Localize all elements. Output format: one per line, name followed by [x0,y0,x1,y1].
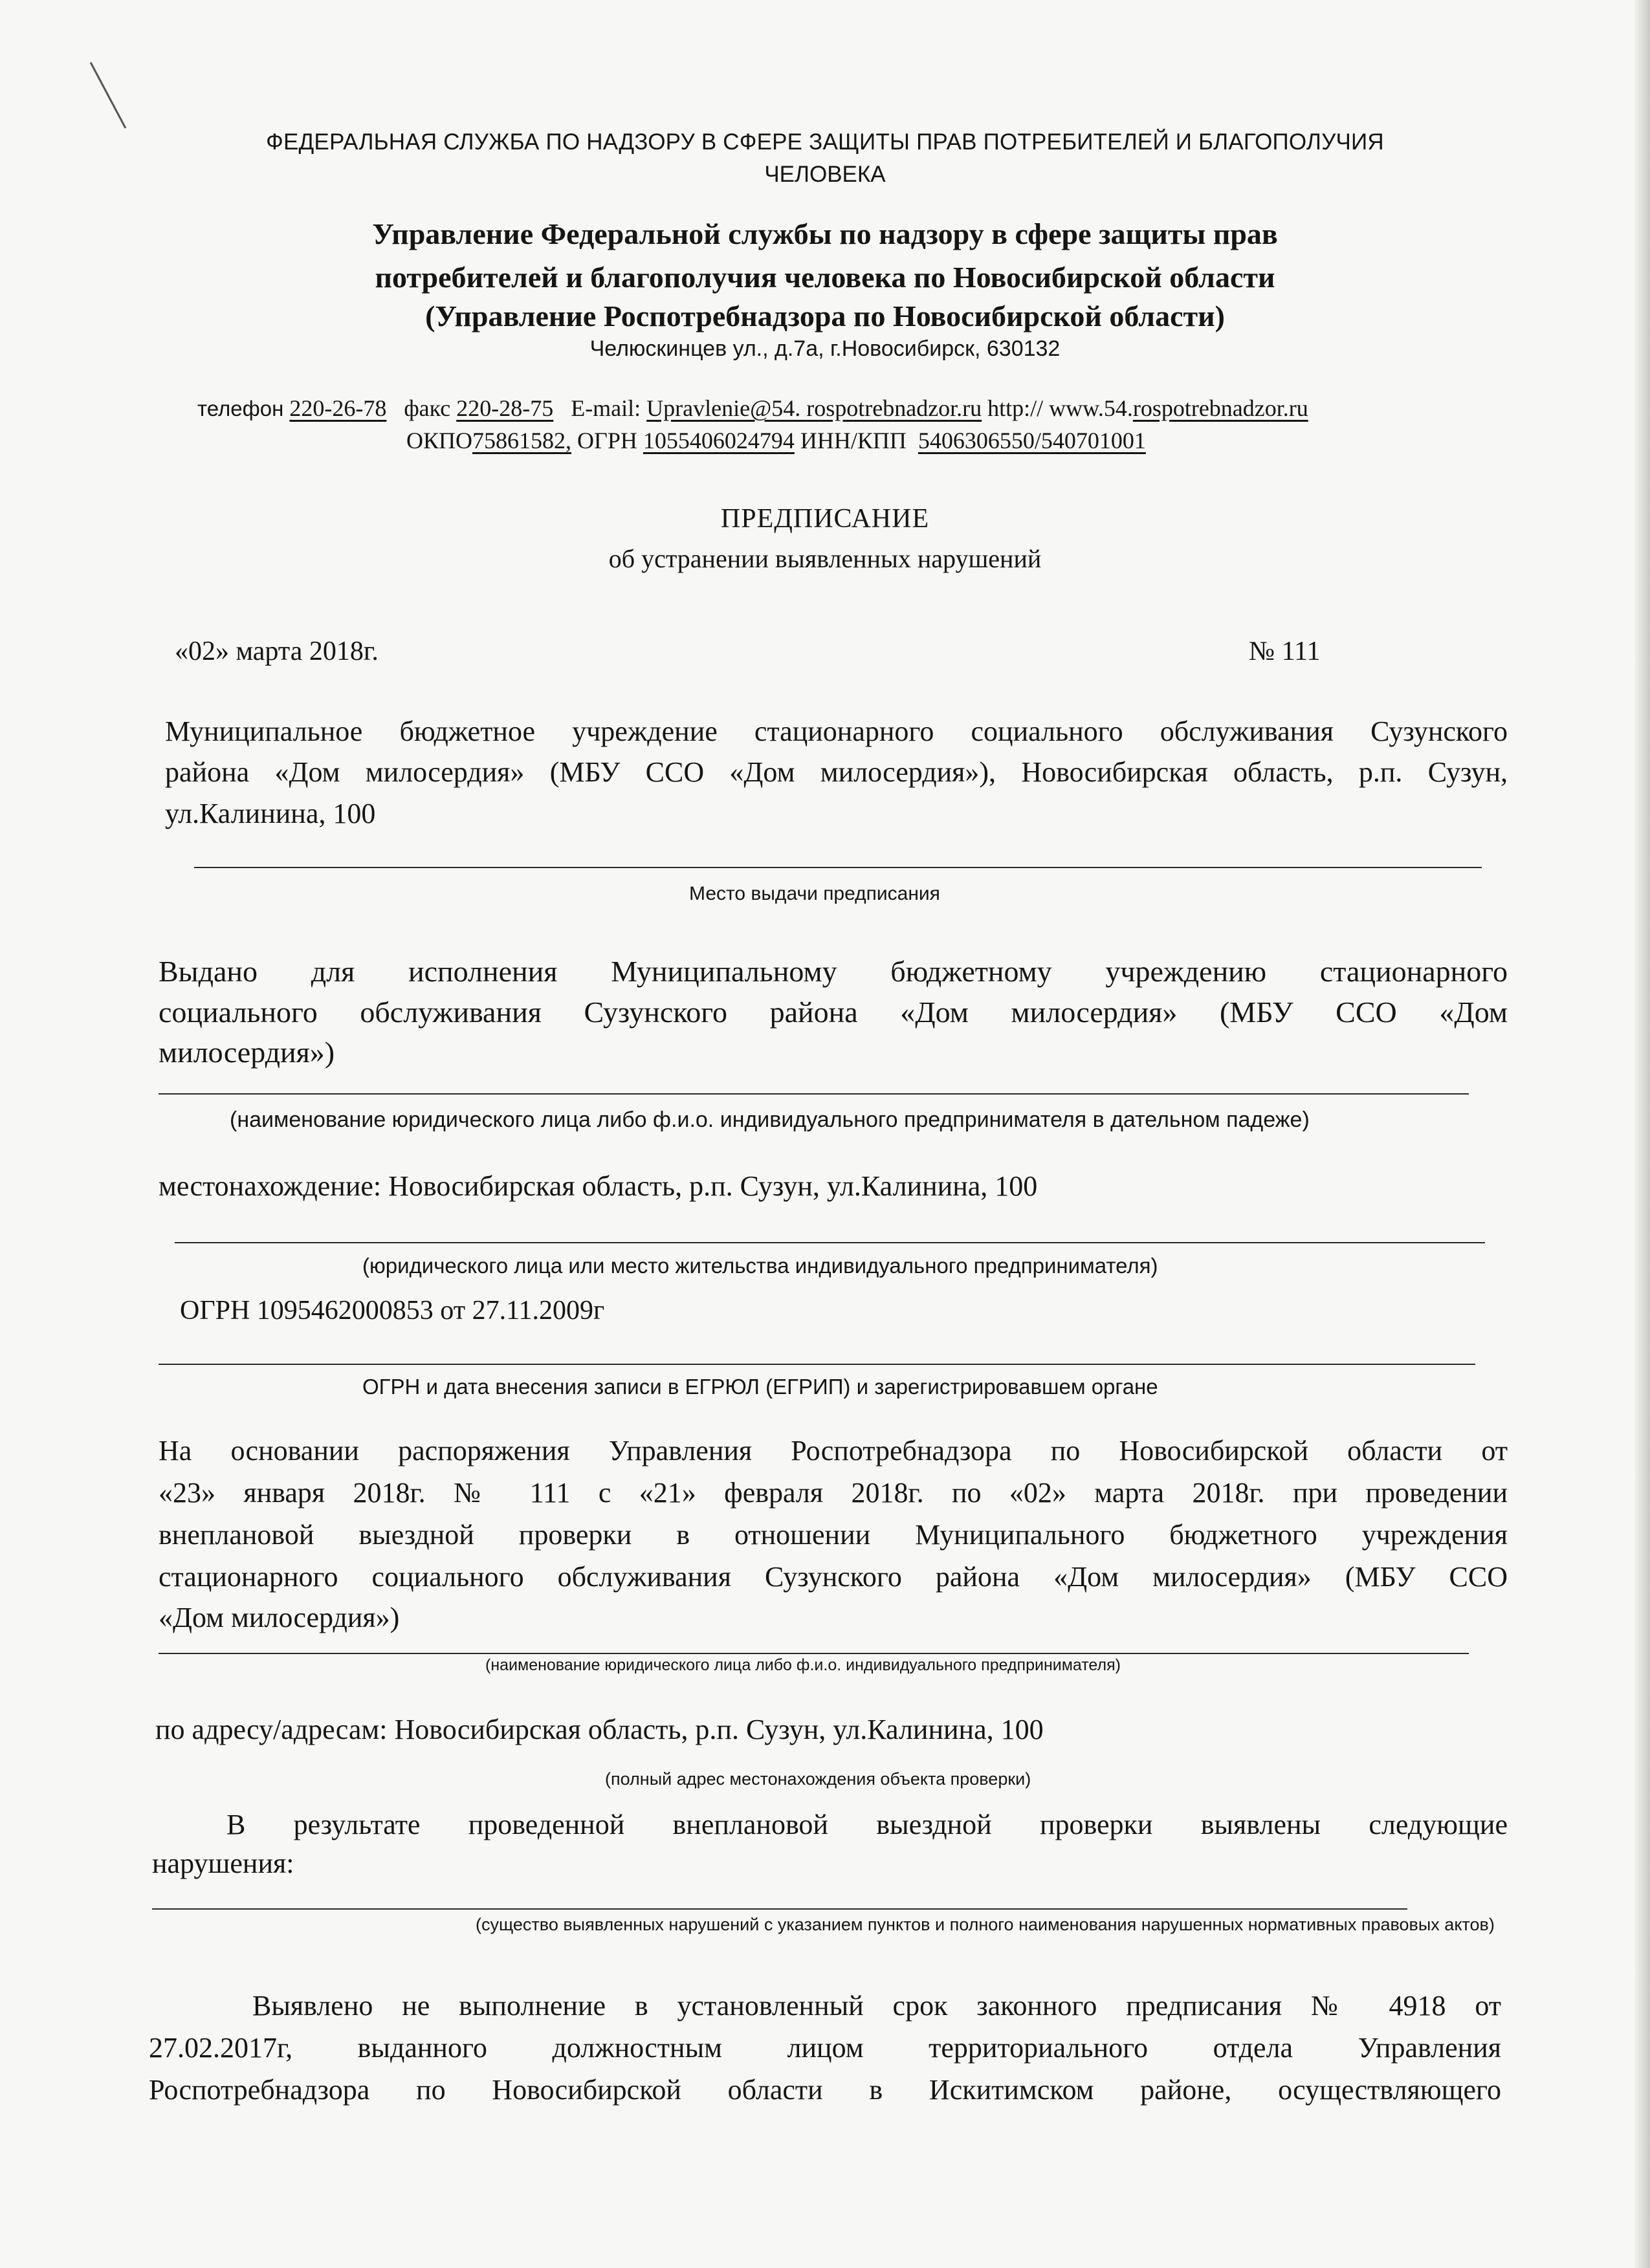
issue-place-line1: Муниципальное бюджетное учреждение стационарного социального обслуживания Сузунского [165,715,1508,747]
registration-codes-line [406,427,1146,454]
result-rule [152,1908,1407,1910]
issued-to-rule [159,1093,1469,1095]
issue-place-line3: ул.Калинина, 100 [165,798,376,829]
inspection-address-text: по адресу/адресам: Новосибирская область, р.п. Сузун, ул.Калинина, 100 [155,1714,1044,1745]
location-caption: (юридического лица или место жительства индивидуального предпринимателя) [362,1254,1158,1278]
inspection-address-caption: (полный адрес местонахождения объекта проверки) [605,1769,1031,1789]
result-line2: нарушения: [152,1848,294,1879]
ogrn-caption: ОГРН и дата внесения записи в ЕГРЮЛ (ЕГРИП) и зарегистрировавшем органе [362,1375,1158,1399]
website-prefix: http:// www.54. [987,395,1133,421]
fax-number: 220-28-75 [456,395,554,421]
email-link[interactable]: Upravlenie@54. rospotrebnadzor.ru [646,395,982,421]
contacts-line [197,395,1308,422]
issued-to-line1: Выдано для исполнения Муниципальному бюджетному учреждению стационарного [159,955,1508,988]
basis-line5: «Дом милосердия») [159,1602,400,1633]
result-line1: В результате проведенной внеплановой выездной проверки выявлены следующие [226,1809,1508,1840]
fax-label: факс [404,395,451,421]
okpo-value: 75861582, [472,428,572,453]
department-short-name: (Управление Роспотребнадзора по Новосибирской области) [425,300,1225,333]
location-rule [175,1242,1485,1243]
issued-to-line3: милосердия») [159,1036,335,1069]
website-link[interactable]: rospotrebnadzor.ru [1132,395,1308,421]
finding-line1: Выявлено не выполнение в установленный срок законного предписания № 4918 от [252,1990,1501,2022]
ogrn-rule [159,1364,1475,1365]
basis-caption: (наименование юридического лица либо ф.и.о. индивидуального предпринимателя) [485,1656,1121,1674]
agency-name-line1: ФЕДЕРАЛЬНАЯ СЛУЖБА ПО НАДЗОРУ В СФЕРЕ ЗАЩИТЫ ПРАВ ПОТРЕБИТЕЛЕЙ И БЛАГОПОЛУЧИЯ [266,129,1384,155]
inn-value: 5406306550/540701001 [918,428,1146,453]
finding-line3: Роспотребнадзора по Новосибирской области в Искитимском районе, осуществляющего [149,2074,1501,2106]
basis-line4: стационарного социального обслуживания Сузунского района «Дом милосердия» (МБУ ССО [159,1561,1508,1593]
phone-label: телефон [197,397,284,420]
department-address: Челюскинцев ул., д.7а, г.Новосибирск, 630132 [589,336,1061,361]
basis-line1: На основании распоряжения Управления Роспотребнадзора по Новосибирской области от [159,1435,1508,1467]
issue-place-line2: района «Дом милосердия» (МБУ ССО «Дом милосердия»), Новосибирская область, р.п. Сузун, [165,756,1508,788]
document-date: «02» марта 2018г. [175,637,379,666]
issued-to-caption: (наименование юридического лица либо ф.и.о. индивидуального предпринимателя в дательном падеже) [230,1107,1310,1132]
basis-rule [159,1653,1469,1654]
document-subtitle: об устранении выявленных нарушений [608,544,1042,573]
issued-to-line2: социального обслуживания Сузунского района «Дом милосердия» (МБУ ССО «Дом [159,996,1508,1029]
document-number: № 111 [1249,637,1321,666]
ogrn-label: ОГРН [577,428,637,453]
ogrn-value: 1055406024794 [643,428,795,453]
inn-label: ИНН/КПП [800,428,907,453]
department-name-line1: Управление Федеральной службы по надзору в сфере защиты прав [372,217,1278,250]
location-text: местонахождение: Новосибирская область, р.п. Сузун, ул.Калинина, 100 [159,1170,1038,1202]
document-title: ПРЕДПИСАНИЕ [720,504,930,534]
issue-place-caption: Место выдачи предписания [689,883,940,904]
scan-scratch-mark [90,62,127,129]
issue-place-rule [194,867,1482,868]
phone-number: 220-26-78 [289,395,387,421]
okpo-label: ОКПО [406,428,473,453]
agency-name-line2: ЧЕЛОВЕКА [764,162,886,187]
department-name-line2: потребителей и благополучия человека по Новосибирской области [375,261,1275,294]
basis-line3: внеплановой выездной проверки в отношении Муниципального бюджетного учреждения [159,1519,1508,1551]
basis-line2: «23» января 2018г. № 111 с «21» февраля 2018г. по «02» марта 2018г. при проведении [159,1477,1508,1509]
ogrn-text: ОГРН 1095462000853 от 27.11.2009г [180,1296,605,1325]
result-caption: (существо выявленных нарушений с указанием пунктов и полного наименования нарушенных нормативных правовых актов) [476,1915,1495,1934]
email-label: E-mail: [571,395,641,421]
finding-line2: 27.02.2017г, выданного должностным лицом территориального отдела Управления [149,2032,1501,2064]
